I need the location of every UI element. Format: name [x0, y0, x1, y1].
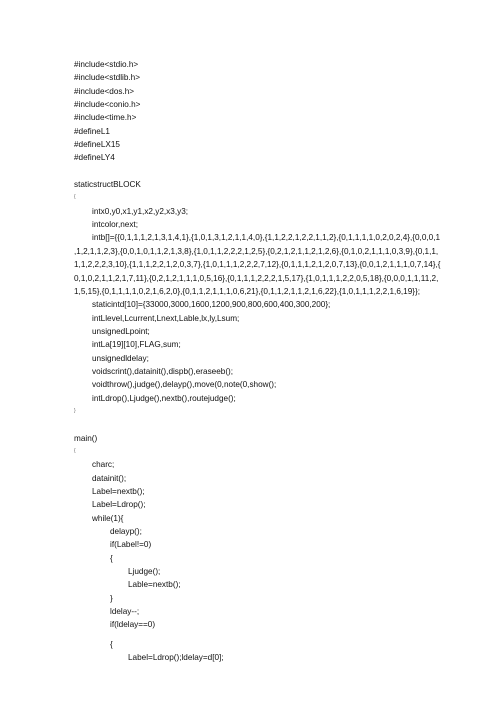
code-line: { — [110, 639, 113, 649]
code-brace: } — [74, 407, 76, 414]
code-line: Lable=nextb(); — [128, 580, 181, 590]
code-line: { — [110, 553, 113, 563]
code-line: #include<stdio.h> — [74, 60, 139, 69]
code-line: intLlevel,Lcurrent,Lnext,Lable,lx,ly,Lsum; — [92, 313, 240, 323]
code-line: voidscrint(),datainit(),dispb(),eraseeb(); — [92, 366, 234, 376]
code-line: staticstructBLOCK — [74, 180, 141, 190]
code-line: intx0,y0,x1,y1,x2,y2,x3,y3; — [92, 206, 189, 216]
code-line: #include<dos.h> — [74, 86, 135, 96]
code-line: Label=Ldrop(); — [92, 500, 146, 510]
code-line: if(Label!=0) — [110, 540, 152, 550]
code-line: intLdrop(),Ljudge(),nextb(),routejudge(); — [92, 393, 236, 403]
code-line: 0,1,0,2,1,1,2,1,7,11},{0,2,1,2,1,1,1,0,5,16},{0,1,1,1,2,2,2,1,5,17},{1,0,1,1,1,2,2,0,5,18},{0,0,0,1,1,11,2, — [74, 273, 439, 283]
code-line: intLa[19][10],FLAG,sum; — [92, 340, 181, 350]
blank-line — [0, 418, 500, 431]
code-line: staticintd[10]={33000,3000,1600,1200,900,800,600,400,300,200}; — [92, 300, 331, 310]
code-line: ldelay--; — [110, 607, 140, 617]
blank-line — [0, 165, 500, 178]
code-line: intcolor,next; — [92, 220, 138, 230]
code-line: Label=Ldrop();ldelay=d[0]; — [128, 653, 224, 663]
code-line: voidthrow(),judge(),delayp(),move(0,note(0,show(); — [92, 380, 277, 390]
code-line: while(1){ — [92, 513, 124, 523]
code-brace: { — [74, 194, 76, 201]
code-line: Label=nextb(); — [92, 487, 145, 496]
code-line: #include<stdlib.h> — [74, 73, 141, 83]
code-line: main() — [74, 433, 98, 443]
code-line: #defineLY4 — [74, 153, 115, 163]
code-line: ,1,2,1,1,2,3},{0,0,1,0,1,1,2,1,3,8},{1,0,1,1,2,2,2,1,2,5},{0,2,1,2,1,1,2,1,2,6},{0,1,0,2,1,1,1,0,3,9},{0,1,1, — [74, 246, 439, 256]
code-line: } — [110, 593, 113, 603]
code-line: unsignedLpoint; — [92, 326, 150, 336]
code-line: #defineL1 — [74, 126, 110, 136]
code-line: #defineLX15 — [74, 140, 120, 150]
code-line: 1,5,15},{0,1,1,1,1,0,2,1,6,2,0},{0,1,1,2,1,1,1,0,6,21},{0,1,1,2,1,1,2,1,6,22},{1,0,1,1,1,2,2,1,6,19}}; — [74, 286, 421, 296]
code-line: #include<time.h> — [74, 113, 137, 123]
code-line: charc; — [92, 460, 115, 470]
code-line: if(ldelay==0) — [110, 620, 156, 630]
code-line: #include<conio.h> — [74, 100, 141, 110]
code-line: 1,1,2,2,2,3,10},{1,1,1,2,2,1,2,0,3,7},{1,0,1,1,1,2,2,2,7,12},{0,1,1,1,2,1,2,0,7,13},{0,0,1,2,1,1,1,0,7,14},{ — [74, 260, 441, 270]
code-line: delayp(); — [110, 527, 142, 537]
code-line: intb[]={{0,1,1,1,2,1,3,1,4,1},{1,0,1,3,1,2,1,1,4,0},{1,1,2,2,1,2,2,1,1,2},{0,1,1,1,1,0,2,0,2,4},{0,0,0,1 — [92, 233, 441, 243]
code-line: Ljudge(); — [128, 567, 161, 577]
code-line: datainit(); — [92, 473, 127, 483]
code-line: unsignedldelay; — [92, 353, 149, 363]
code-brace: { — [74, 447, 76, 454]
